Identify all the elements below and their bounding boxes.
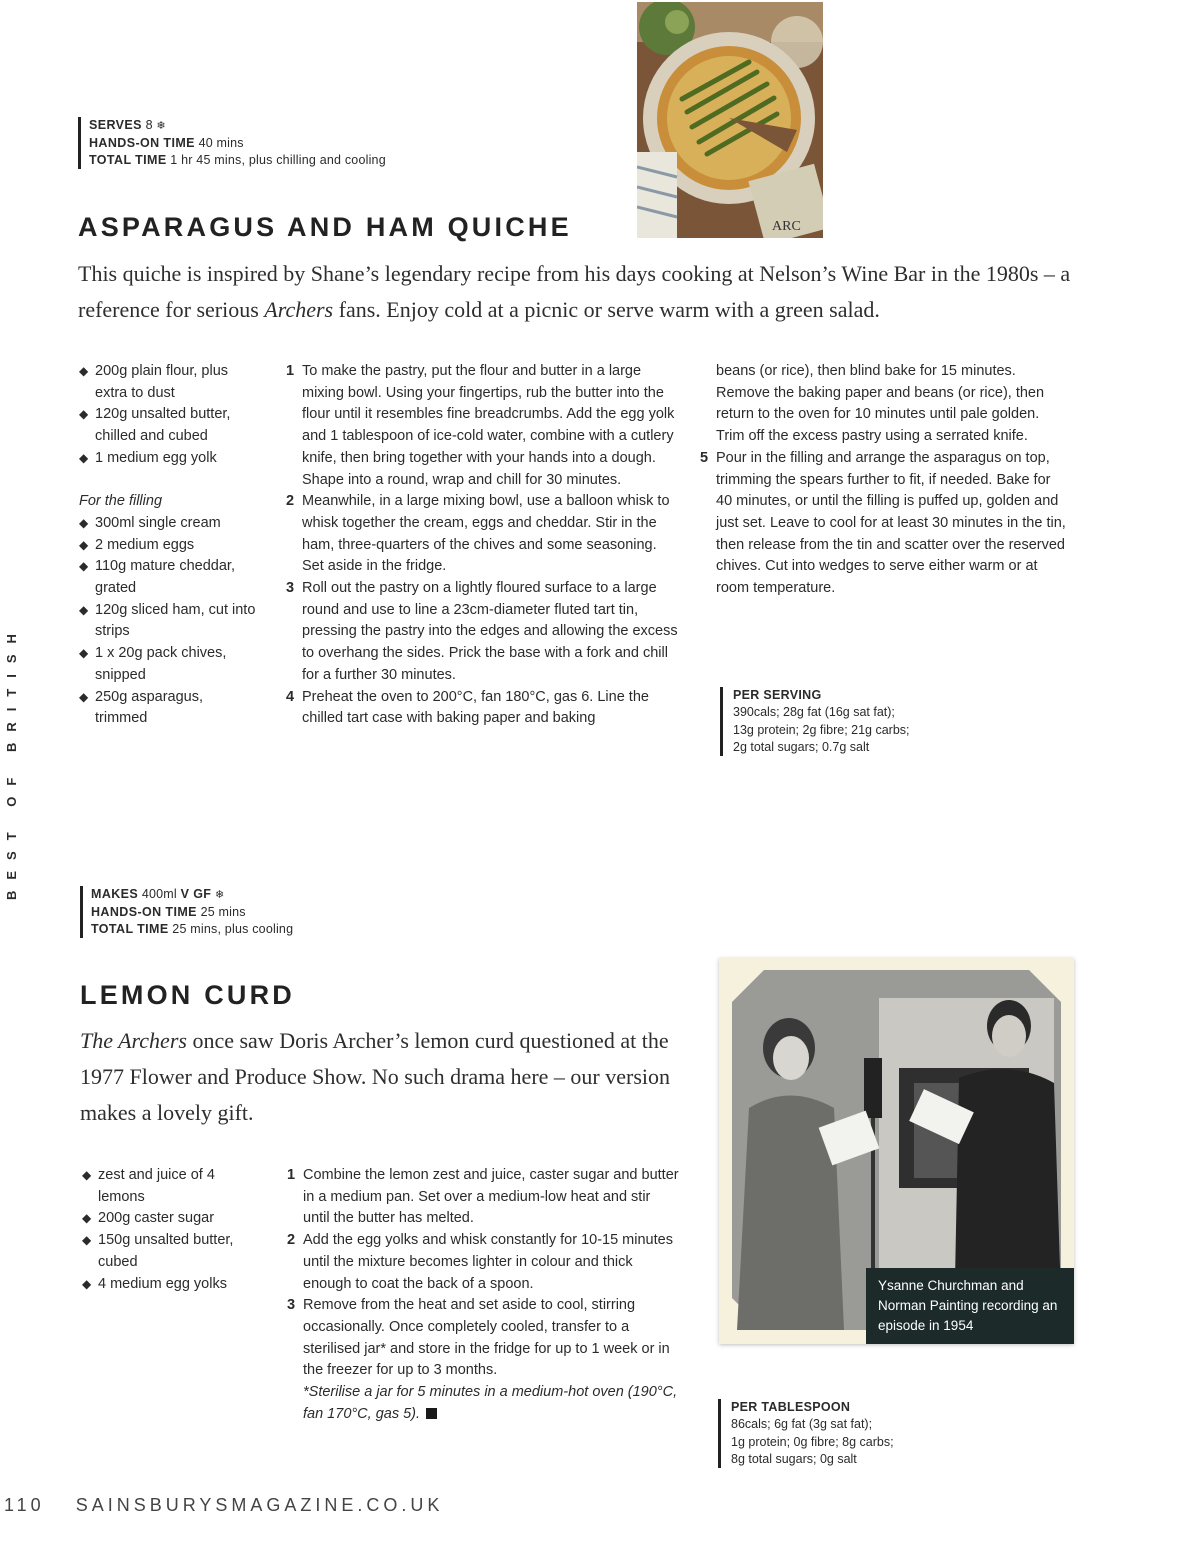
ingredient-item: ◆ 300ml single cream <box>79 513 259 535</box>
nutrition-line: 86cals; 6g fat (3g sat fat); <box>731 1417 873 1432</box>
ingredient-item: ◆ 200g caster sugar <box>82 1208 262 1230</box>
ingredient-item: ◆ 2 medium eggs <box>79 535 259 557</box>
ingredient-item: ◆ 200g plain flour, plus extra to dust <box>79 361 259 404</box>
serves-line: SERVES 8 ❄ <box>89 118 166 132</box>
ingredient-item: ◆ 250g asparagus, trimmed <box>79 687 259 730</box>
quiche-method-col2 <box>700 361 1070 600</box>
method-step: 1 Combine the lemon zest and juice, caster sugar and butter in a medium pan. Set over a medium-low heat and stir until the butter has melted. <box>287 1167 679 1227</box>
site-url[interactable]: SAINSBURYSMAGAZINE.CO.UK <box>75 1495 444 1515</box>
curd-meta <box>80 886 491 938</box>
page-number: 110 <box>4 1495 45 1515</box>
ingredient-item: ◆ 150g unsalted butter, cubed <box>82 1230 262 1273</box>
page-footer <box>4 1495 443 1516</box>
ingredient-item: ◆ 120g unsalted butter, chilled and cubed <box>79 404 259 447</box>
sterilise-footnote: *Sterilise a jar for 5 minutes in a medium-hot oven (190°C, fan 170°C, gas 5). <box>303 1384 678 1422</box>
method-step: 1 To make the pastry, put the flour and butter in a large mixing bowl. Using your fingertips, rub the butter into the flour until it resembles fine breadcrumbs. Add the egg yolk and 1 tablespoon of ice-cold water, combine with a cutlery knife, then bring together with your hands into a dough. Shape into a round, wrap and chill for 30 minutes. <box>286 363 675 488</box>
method-step-continued: beans (or rice), then blind bake for 15 minutes. Remove the baking paper and beans (or rice), then return to the oven for 10 minutes until pale golden. Trim off the excess pastry using a serrated knife. <box>716 363 1045 445</box>
ingredient-item: ◆ 110g mature cheddar, grated <box>79 556 259 599</box>
nutrition-heading: PER SERVING <box>733 688 822 702</box>
ingredient-item: ◆ 1 x 20g pack chives, snipped <box>79 643 259 686</box>
ingredient-item: ◆ 120g sliced ham, cut into strips <box>79 600 259 643</box>
quiche-photo <box>637 2 823 238</box>
method-step: 5 Pour in the filling and arrange the asparagus on top, trimming the spears further to fit, if needed. Bake for 40 minutes, or until the filling is puffed up, golden and just set. Leave to cool for at least 30 minutes in the tin, then release from the tin and scatter over the reserved chives. Cut into wedges to serve either warm or at room temperature. <box>700 449 1066 597</box>
total-line: TOTAL TIME 25 mins, plus cooling <box>91 922 294 936</box>
method-step: 4 Preheat the oven to 200°C, fan 180°C, gas 6. Line the chilled tart case with baking paper and baking <box>286 688 649 727</box>
nutrition-line: 2g total sugars; 0.7g salt <box>733 739 870 754</box>
section-spine-label: BEST OF BRITISH <box>4 623 19 900</box>
curd-intro: The Archers once saw Doris Archer’s lemon curd questioned at the 1977 Flower and Produce Show. No such drama here – our version makes a lovely gift. <box>80 1028 671 1125</box>
nutrition-line: 8g total sugars; 0g salt <box>731 1451 857 1466</box>
method-step: 2 Add the egg yolks and whisk constantly for 10-15 minutes until the mixture becomes lighter in colour and thick enough to coat the back of a spoon. <box>287 1232 673 1292</box>
curd-method <box>287 1165 679 1425</box>
filling-ingredient-list <box>79 513 259 730</box>
ingredient-item: ◆ 4 medium egg yolks <box>82 1274 262 1296</box>
pastry-ingredient-list <box>79 361 259 470</box>
ingredient-item: ◆ zest and juice of 4 lemons <box>82 1165 262 1208</box>
method-step: 2 Meanwhile, in a large mixing bowl, use a balloon whisk to whisk together the cream, eggs and cheddar. Stir in the ham, three-quarters of the chives and some seasoning. Set aside in the fridge. <box>286 493 670 575</box>
snowflake-icon: ❄ <box>156 120 166 132</box>
nutrition-line: 390cals; 28g fat (16g sat fat); <box>733 705 895 720</box>
handson-line: HANDS-ON TIME 25 mins <box>91 905 246 919</box>
nutrition-line: 1g protein; 0g fibre; 8g carbs; <box>731 1434 894 1449</box>
diet-tags: V GF <box>180 887 212 901</box>
quiche-nutrition <box>720 687 993 756</box>
quiche-intro: This quiche is inspired by Shane’s legendary recipe from his days cooking at Nelson’s Wine Bar in the 1980s – a reference for serious Archers fans. Enjoy cold at a picnic or serve warm with a green salad. <box>78 261 1071 322</box>
method-step: 3 Remove from the heat and set aside to cool, stirring occasionally. Once completely cooled, transfer to a sterilised jar* and store in the fridge for up to 1 week or in the freezer for up to 3 months. *Sterilise a jar for 5 minutes in a medium-hot oven (190°C, fan 170°C, gas 5). <box>287 1297 678 1422</box>
ingredient-item: ◆ 1 medium egg yolk <box>79 448 259 470</box>
archive-photo-frame <box>719 958 1074 1344</box>
makes-line: MAKES 400ml V GF ❄ <box>91 887 225 901</box>
quiche-title: ASPARAGUS AND HAM QUICHE <box>78 212 572 242</box>
photo-caption: Ysanne Churchman and Norman Painting recording an episode in 1954 <box>866 1268 1074 1344</box>
method-step: 3 Roll out the pastry on a lightly floured surface to a large round and use to line a 23cm-diameter fluted tart tin, pressing the pastry into the edges and allowing the excess to overhang the sides. Prick the base with a fork and chill for a further 30 minutes. <box>286 580 678 683</box>
quiche-illustration <box>637 2 823 238</box>
curd-title: LEMON CURD <box>80 980 295 1010</box>
quiche-method-col1 <box>286 361 678 730</box>
total-line: TOTAL TIME 1 hr 45 mins, plus chilling and cooling <box>89 153 386 167</box>
handson-line: HANDS-ON TIME 40 mins <box>89 136 244 150</box>
curd-nutrition <box>718 1399 991 1468</box>
filling-subheading: For the filling <box>79 493 163 510</box>
quiche-ingredients <box>79 361 259 730</box>
quiche-meta <box>78 117 489 169</box>
svg-text:ARC: ARC <box>772 219 801 234</box>
curd-ingredient-list <box>82 1165 262 1295</box>
nutrition-line: 13g protein; 2g fibre; 21g carbs; <box>733 722 910 737</box>
stop-square-icon <box>426 1408 437 1419</box>
snowflake-icon: ❄ <box>215 889 225 901</box>
nutrition-heading: PER TABLESPOON <box>731 1400 851 1414</box>
